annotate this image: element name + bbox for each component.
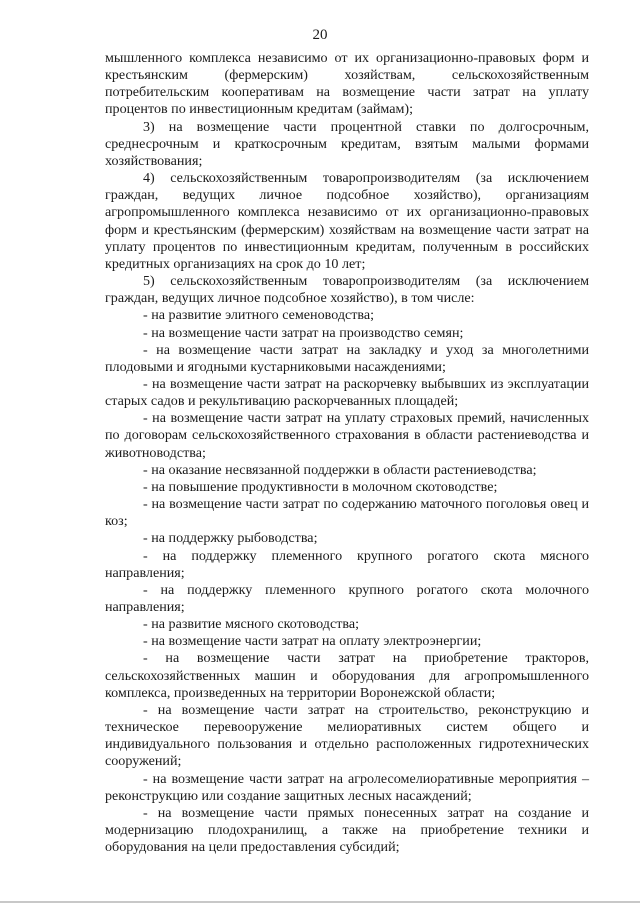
list-item: - на повышение продуктивности в молочном скотоводстве; xyxy=(143,478,498,495)
list-item: - на возмещение части прямых понесенных затрат на создание и модернизацию плодохранилищ, а также на приобретение техники и оборудования на цели предоставления субсидий; xyxy=(105,804,589,856)
list-item: - на развитие мясного скотоводства; xyxy=(143,616,360,633)
list-item: - на возмещение части затрат на строительство, реконструкцию и техническое перевооружение мелиоративных систем общего и индивидуального пользования и отдельно расположенных гидротехнических сооружений; xyxy=(105,701,589,770)
list-item: - на возмещение части затрат на агролесомелиоративные мероприятия – реконструкцию или создание защитных лесных насаждений; xyxy=(105,770,589,804)
list-item: - на возмещение части затрат на приобретение тракторов, сельскохозяйственных машин и оборудования для агропромышленного комплекса, произведенных на территории Воронежской области; xyxy=(105,650,589,701)
list-item: - на возмещение части затрат на уплату страховых премий, начисленных по договорам сельскохозяйственного страхования в области растениеводства и животноводства; xyxy=(105,410,589,461)
document-body xyxy=(105,50,589,856)
list-item: - на возмещение части затрат по содержанию маточного поголовья овец и коз; xyxy=(105,496,589,530)
list-item: - на поддержку племенного крупного рогатого скота мясного направления; xyxy=(105,547,589,581)
list-item: - на оказание несвязанной поддержки в области растениеводства; xyxy=(143,461,537,478)
list-item: - на возмещение части затрат на раскорчевку выбывших из эксплуатации старых садов и рекультивацию раскорчеванных площадей; xyxy=(105,375,589,410)
list-item: - на поддержку рыбоводства; xyxy=(143,530,318,547)
paragraph-item-3: 3) на возмещение части процентной ставки по долгосрочным, среднесрочным и краткосрочным кредитам, взятым малыми формами хозяйствования; xyxy=(105,118,589,169)
paragraph-item-5: 5) сельскохозяйственным товаропроизводителям (за исключением граждан, ведущих личное подсобное хозяйство), в том числе: xyxy=(105,273,589,307)
list-item: - на возмещение части затрат на оплату электроэнергии; xyxy=(143,633,482,650)
list-item: - на возмещение части затрат на закладку и уход за многолетними плодовыми и ягодными кустарниковыми насаждениями; xyxy=(105,341,589,375)
list-item: - на поддержку племенного крупного рогатого скота молочного направления; xyxy=(105,581,589,615)
list-item: - на возмещение части затрат на производство семян; xyxy=(143,324,464,341)
page-number: 20 xyxy=(312,27,328,43)
list-item: - на развитие элитного семеноводства; xyxy=(143,307,375,324)
paragraph-item-4: 4) сельскохозяйственным товаропроизводителям (за исключением граждан, ведущих личное подсобное хозяйство), организациям агропромышленного комплекса независимо от их организационно-правовых форм и крестьянским (фермерским) хозяйствам на возмещение части затрат на уплату процентов по инвестиционным кредитам, полученным в российских кредитных организациях на срок до 10 лет; xyxy=(105,170,589,272)
paragraph-continuation: мышленного комплекса независимо от их организационно-правовых форм и крестьянским (фермерским) хозяйствам, сельскохозяйственным потребительским кооперативам на возмещение части затрат на уплату процентов по инвестиционным кредитам (займам); xyxy=(105,50,589,118)
